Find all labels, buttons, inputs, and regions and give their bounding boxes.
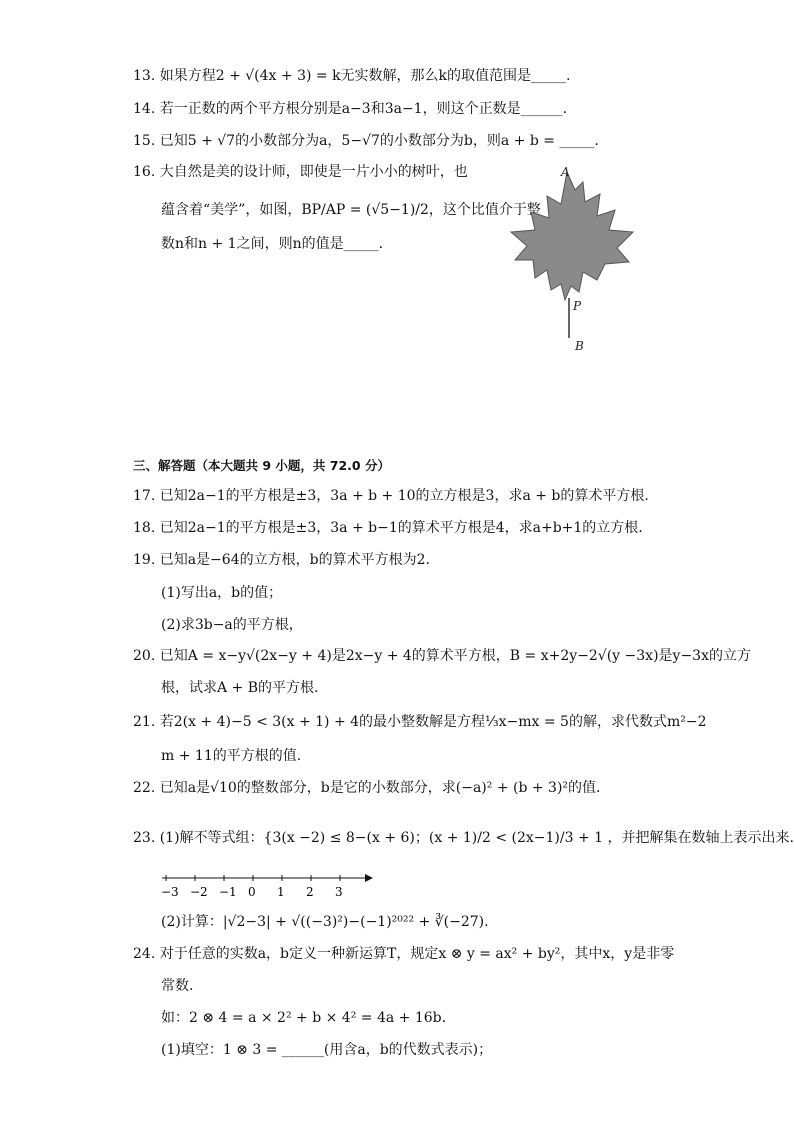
leaf-shape <box>511 172 633 300</box>
question-line-q24c: 如：2 ⊗ 4 = a × 2² + b × 4² = 4a + 16b. <box>161 1010 447 1026</box>
question-line-q24a: 24. 对于任意的实数a，b定义一种新运算T，规定x ⊗ y = ax² + by²，其中x，y是非零 <box>133 946 675 962</box>
question-line-q16a: 16. 大自然是美的设计师，即使是一片小小的树叶，也 <box>133 164 468 180</box>
maple-leaf-figure <box>505 160 645 355</box>
question-line-q19b: (2)求3b−a的平方根， <box>161 617 303 633</box>
tick-label: −2 <box>190 885 208 899</box>
label-p: P <box>573 299 582 313</box>
tick-label: 3 <box>335 885 343 899</box>
label-b: B <box>575 339 584 353</box>
number-line <box>160 872 375 902</box>
question-line-q19a: (1)写出a，b的值； <box>161 585 283 601</box>
question-line-q16b: 蕴含着“美学”，如图，BP/AP = (√5−1)/2，这个比值介于整 <box>161 202 541 218</box>
tick-label: 0 <box>248 885 256 899</box>
tick-label: 2 <box>306 885 314 899</box>
question-line-q21a: 21. 若2(x + 4)−5 < 3(x + 1) + 4的最小整数解是方程⅓x−mx = 5的解，求代数式m²−2 <box>133 714 707 730</box>
tick-label: −3 <box>161 885 179 899</box>
question-line-q24d: (1)填空：1 ⊗ 3 = ______(用含a，b的代数式表示)； <box>161 1042 493 1058</box>
question-line-q24b: 常数. <box>161 978 194 994</box>
question-line-q16c: 数n和n + 1之间，则n的值是_____. <box>161 236 384 252</box>
question-line-q14: 14. 若一正数的两个平方根分别是a−3和3a−1，则这个正数是______. <box>133 101 568 117</box>
question-line-q23a: 23. (1)解不等式组：{3(x −2) ≤ 8−(x + 6)；(x + 1)/2 < (2x−1)/3 + 1 ，并把解集在数轴上表示出来. <box>133 830 794 846</box>
question-line-q18: 18. 已知2a−1的平方根是±3，3a + b−1的算术平方根是4，求a+b+1的立方根. <box>133 520 643 536</box>
question-line-q17: 17. 已知2a−1的平方根是±3，3a + b + 10的立方根是3，求a + b的算术平方根. <box>133 488 649 504</box>
section-heading: 三、解答题（本大题共 9 小题，共 72.0 分） <box>133 458 390 473</box>
question-line-q23b: (2)计算：|√2−3| + √((−3)²)−(−1)²⁰²² + ∛(−27). <box>161 914 489 930</box>
question-line-q21b: m + 11的平方根的值. <box>161 748 302 764</box>
tick-label: −1 <box>219 885 237 899</box>
question-line-q13: 13. 如果方程2 + √(4x + 3) = k无实数解，那么k的取值范围是_____. <box>133 68 571 84</box>
label-a: A <box>561 165 570 179</box>
tick-label: 1 <box>277 885 285 899</box>
question-line-q20a: 20. 已知A = x−y√(2x−y + 4)是2x−y + 4的算术平方根，B = x+2y−2√(y −3x)是y−3x的立方 <box>133 648 751 664</box>
question-line-q15: 15. 已知5 + √7的小数部分为a，5−√7的小数部分为b，则a + b = _____. <box>133 133 599 149</box>
question-line-q20b: 根，试求A + B的平方根. <box>161 680 319 696</box>
question-line-q22: 22. 已知a是√10的整数部分，b是它的小数部分，求(−a)² + (b + 3)²的值. <box>133 780 601 796</box>
question-line-q19: 19. 已知a是−64的立方根，b的算术平方根为2. <box>133 552 430 568</box>
